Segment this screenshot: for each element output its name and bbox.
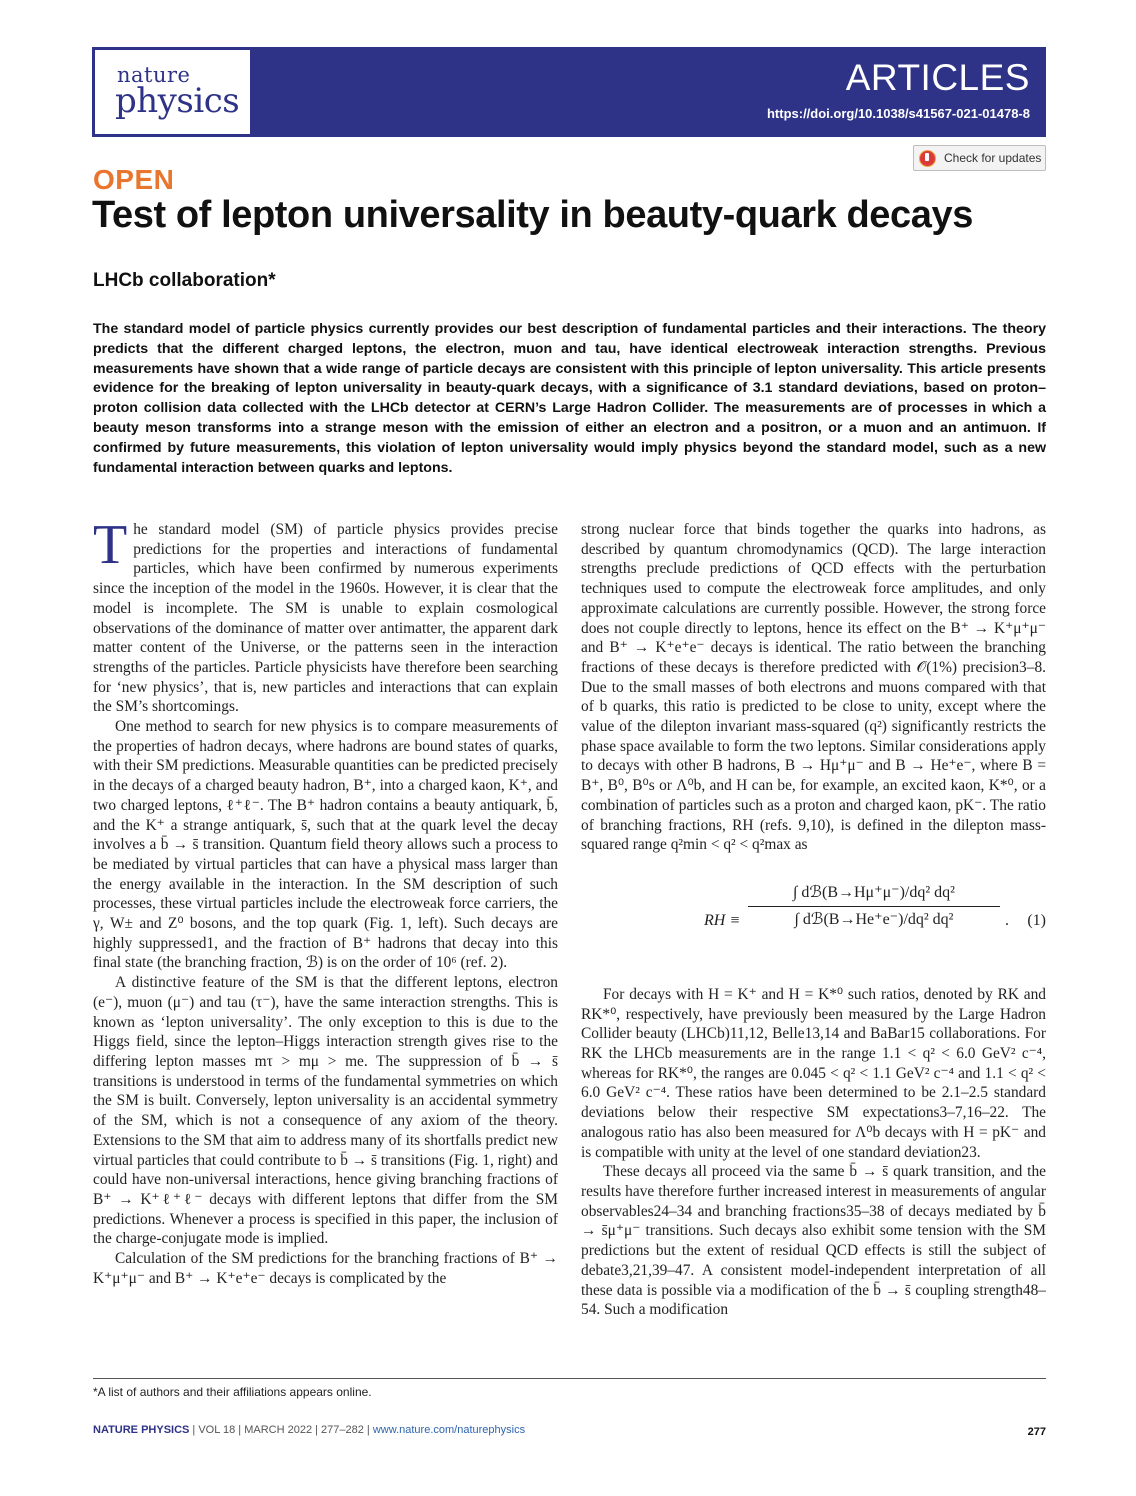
page-footer <box>93 1424 525 1436</box>
paragraph: strong nuclear force that binds together the quarks into hadrons, as described by quantum chromodynamics (QCD). The large interaction strengths preclude predictions of QCD effects with the perturbation techniques used to compute the electroweak force amplitudes, and only approximate calculations are currently possible. However, the strong force does not couple directly to leptons, hence its effect on the B⁺ → K⁺μ⁺μ⁻ and B⁺ → K⁺e⁺e⁻ decays is identical. The ratio between the branching fractions of these decays is therefore predicted with 𝒪(1%) precision3–8. Due to the small masses of both electrons and muons compared with that of b quarks, this ratio is predicted to be close to unity, except where the value of the dilepton invariant mass-squared (q²) significantly restricts the phase space available to form the two leptons. Similar considerations apply to decays with other B hadrons, B → Hμ⁺μ⁻ and B → He⁺e⁻, where B = B⁺, B⁰, B⁰s or Λ⁰b, and H can be, for example, an excited kaon, K*⁰, or a combination of particles such as a proton and charged kaon, pK⁻. The ratio of branching fractions, RH (refs. 9,10), is defined in the dilepton mass-squared range q²min < q² < q²max as <box>581 521 1046 854</box>
logo-line2: physics <box>115 81 240 121</box>
article-author: LHCb collaboration* <box>93 270 276 291</box>
paragraph: A distinctive feature of the SM is that the different leptons, electron (e⁻), muon (μ⁻) and tau (τ⁻), have the same interaction strengths. This is known as ‘lepton universality’. The only exception to this is due to the Higgs field, since the lepton–Higgs interaction strength gives rise to the differing lepton masses mτ > mμ > me. The suppression of b̄ → s̄ transitions is understood in terms of the fundamental symmetries on which the SM is built. Conversely, lepton universality is an accidental symmetry of the SM, which is not a consequence of any axiom of the theory. Extensions to the SM that aim to address many of its shortfalls predict new virtual particles that could contribute to b̄ → s̄ transitions (Fig. 1, right) and could have non-universal interactions, hence giving branching fractions of B⁺ → K⁺ℓ⁺ℓ⁻ decays with different leptons that differ from the SM predictions. Whenever a process is specified in this paper, the inclusion of the charge-conjugate mode is implied. <box>93 974 558 1248</box>
paragraph: For decays with H = K⁺ and H = K*⁰ such ratios, denoted by RK and RK*⁰, respectively, have previously been measured by the Large Hadron Collider beauty (LHCb)11,12, Belle13,14 and BaBar15 collaborations. For RK the LHCb measurements are in the range 1.1 < q² < 6.0 GeV² c⁻⁴, whereas for RK*⁰, the ranges are 0.045 < q² < 1.1 GeV² c⁻⁴ and 1.1 < q² < 6.0 GeV² c⁻⁴. These ratios have been determined to be 2.1–2.5 standard deviations below their respective SM expectations3–7,16–22. The analogous ratio has also been measured for Λ⁰b decays with H = pK⁻ and is compatible with unity at the level of one standard deviation23. <box>581 985 1046 1161</box>
footnote: *A list of authors and their affiliations appears online. <box>93 1385 372 1399</box>
equation-number: (1) <box>1027 911 1046 929</box>
equation-period: . <box>1005 911 1009 929</box>
equation-fraction <box>748 883 1000 929</box>
check-for-updates-label: Check for updates <box>944 151 1042 165</box>
equation-1 <box>581 875 1046 971</box>
body-column-right <box>581 520 1046 1320</box>
page-number: 277 <box>1027 1426 1046 1438</box>
crossmark-icon <box>919 150 936 167</box>
paragraph: The standard model (SM) of particle physics provides precise predictions for the properties and interactions of fundamental particles, which have been confirmed by numerous experiments since the inception of the model in the 1960s. However, it is clear that the model is incomplete. The SM is unable to explain cosmological observations of the dominance of matter over antimatter, the apparent dark matter content of the Universe, or the patterns seen in the interaction strengths of the particles. Particle physicists have therefore been searching for ‘new physics’, that is, new particles and interactions that can explain the SM’s shortcomings. <box>93 514 558 716</box>
journal-banner <box>92 47 1046 137</box>
equation-denominator: ∫ dℬ(B→He⁺e⁻)/dq² dq² <box>794 910 954 928</box>
body-column-left <box>93 514 558 1288</box>
footer-details: | VOL 18 | MARCH 2022 | 277–282 | <box>189 1424 373 1436</box>
paragraph: Calculation of the SM predictions for the branching fractions of B⁺ → K⁺μ⁺μ⁻ and B⁺ → K⁺e⁺e⁻ decays is complicated by the <box>93 1250 558 1287</box>
article-title: Test of lepton universality in beauty-quark decays <box>92 194 973 236</box>
footer-url[interactable]: www.nature.com/naturephysics <box>372 1424 526 1436</box>
abstract: The standard model of particle physics currently provides our best description of fundamental particles and their interactions. The theory predicts that the different charged leptons, the electron, muon and tau, have identical electroweak interaction strengths. Previous measurements have shown that a wide range of particle decays are consistent with this principle of lepton universality. This article presents evidence for the breaking of lepton universality in beauty-quark decays, with a significance of 3.1 standard deviations, based on proton–proton collision data collected with the LHCb detector at CERN’s Large Hadron Collider. The measurements are of processes in which a beauty meson transforms into a strange meson with the emission of either an electron and a positron, or a muon and an antimuon. If confirmed by future measurements, this violation of lepton universality would imply physics beyond the standard model, such as a new fundamental interaction between quarks and leptons. <box>93 321 1046 476</box>
check-for-updates-button[interactable] <box>913 145 1046 171</box>
section-label: ARTICLES <box>845 57 1030 98</box>
footer-journal: NATURE PHYSICS <box>93 1424 190 1436</box>
doi-link[interactable]: https://doi.org/10.1038/s41567-021-01478-8 <box>766 106 1030 121</box>
equation-lhs: RH ≡ <box>704 911 741 929</box>
logo-line1: nature <box>117 63 191 87</box>
open-access-label: OPEN <box>93 164 175 195</box>
paragraph: One method to search for new physics is to compare measurements of the properties of hadron decays, where hadrons are bound states of quarks, with their SM predictions. Measurable quantities can be predicted precisely in the decays of a charged beauty hadron, B⁺, into a charged kaon, K⁺, and two charged leptons, ℓ⁺ℓ⁻. The B⁺ hadron contains a beauty antiquark, b̄, and the K⁺ a strange antiquark, s̄, such that at the quark level the decay involves a b̄ → s̄ transition. Quantum field theory allows such a process to be mediated by virtual particles that can have a physical mass larger than the energy available in the interaction. In the SM description of such processes, these virtual particles include the electroweak force carriers, the γ, W± and Z⁰ bosons, and the top quark (Fig. 1, left). Such decays are highly suppressed1, and the fraction of B⁺ hadrons that decay into this final state (the branching fraction, ℬ) is on the order of 10⁶ (ref. 2). <box>93 718 558 972</box>
journal-logo[interactable] <box>95 50 250 134</box>
paragraph: These decays all proceed via the same b̄ → s̄ quark transition, and the results have therefore further increased interest in measurements of angular observables24–34 and branching fractions35–38 of decays mediated by b̄ → s̄μ⁺μ⁻ transitions. Such decays also exhibit some tension with the SM predictions but the extent of residual QCD effects is still the subject of debate3,21,39–47. A consistent model-independent interpretation of all these data is possible via a modification of the b̄ → s̄ coupling strength48–54. Such a modification <box>581 1163 1046 1319</box>
equation-numerator: ∫ dℬ(B→Hμ⁺μ⁻)/dq² dq² <box>793 883 955 901</box>
drop-cap: T <box>93 514 128 576</box>
footnote-rule <box>93 1378 1046 1379</box>
